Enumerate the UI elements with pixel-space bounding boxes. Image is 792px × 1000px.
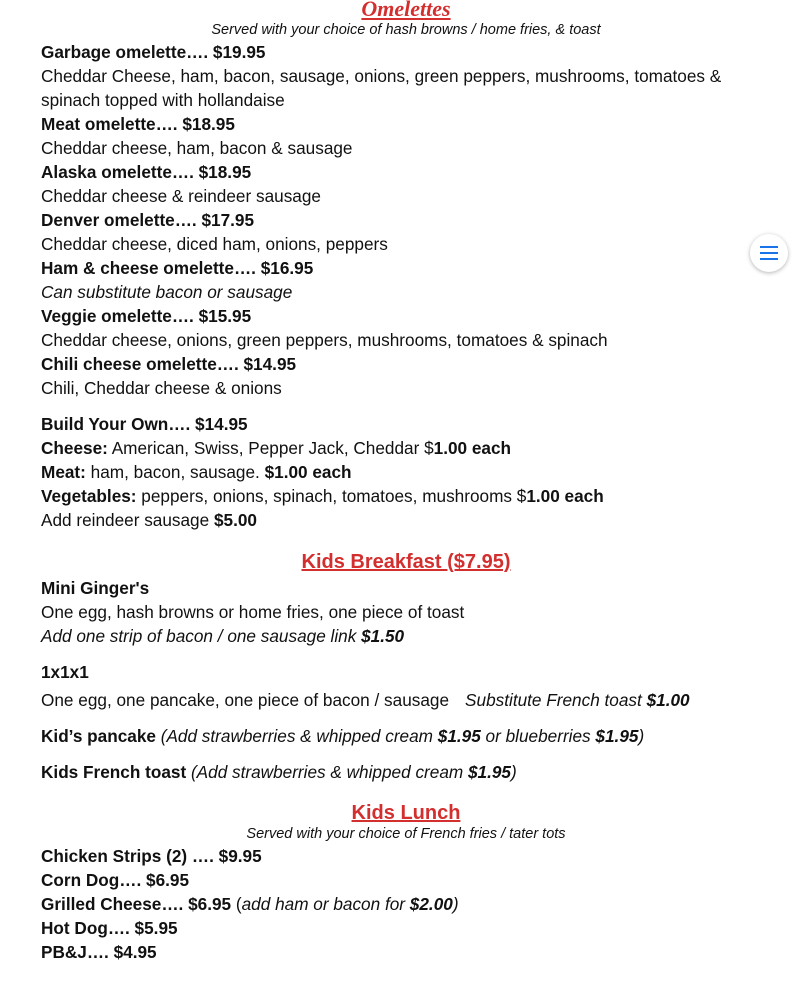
omelette-list [41,40,771,400]
omelette-item-name: Meat omelette…. $18.95 [41,114,235,134]
omelette-item-desc: Cheddar cheese, onions, green peppers, mushrooms, tomatoes & spinach [41,330,608,350]
grilled-paren-close: ) [452,894,459,914]
kids-ft-note: (Add strawberries & whipped cream [186,762,468,782]
lunch-item: Hot Dog…. $5.95 [41,918,178,938]
lunch-item: Grilled Cheese…. $6.95 [41,894,232,914]
mini-gingers-name: Mini Ginger's [41,578,150,598]
kids-ft-name: Kids French toast [41,762,187,782]
omelettes-heading: Omelettes [361,0,451,21]
veg-price: 1.00 each [526,486,604,506]
build-title: Build Your Own…. $14.95 [41,414,248,434]
kids-pancake [41,724,771,748]
omelette-item-desc: Cheddar cheese, diced ham, onions, peppers [41,234,388,254]
cheese-options: American, Swiss, Pepper Jack, Cheddar $ [107,438,434,458]
onexonexone-name: 1x1x1 [41,662,89,682]
omelette-item-desc: Cheddar cheese & reindeer sausage [41,186,321,206]
build-cheese [41,436,771,460]
veg-label: Vegetables: [41,486,137,506]
kids-lunch-subtitle: Served with your choice of French fries / tater tots [246,826,566,842]
kids-lunch-list [41,844,771,964]
build-reindeer [41,508,771,532]
lunch-item: PB&J…. $4.95 [41,942,157,962]
kids-ft-close: ) [511,762,517,782]
list-menu-button[interactable] [750,234,788,272]
build-your-own [41,412,771,532]
french-toast-sub-price: $1.00 [646,690,690,710]
mini-gingers-desc: One egg, hash browns or home fries, one piece of toast [41,602,465,622]
omelette-item-desc: Can substitute bacon or sausage [41,282,293,302]
omelette-item-desc: Cheddar Cheese, ham, bacon, sausage, onions, green peppers, mushrooms, tomatoes & spinach topped with hollandaise [41,66,722,110]
meat-options: ham, bacon, sausage. [85,462,265,482]
onexonexone-desc [41,688,771,712]
french-toast-sub: Substitute French toast [465,690,647,710]
cheese-label: Cheese: [41,438,108,458]
kids-french-toast [41,760,771,784]
cheese-price: 1.00 each [433,438,512,458]
omelette-item-name: Alaska omelette…. $18.95 [41,162,252,182]
omelette-item-name: Veggie omelette…. $15.95 [41,306,252,326]
omelette-item-name: Garbage omelette…. $19.95 [41,42,266,62]
kids-pancake-price-2: $1.95 [595,726,639,746]
kids-breakfast-heading: Kids Breakfast ($7.95) [301,551,511,573]
meat-price: $1.00 each [264,462,352,482]
meat-label: Meat: [41,462,86,482]
mini-addon-text: Add one strip of bacon / one sausage link [41,626,362,646]
omelette-item-desc: Chili, Cheddar cheese & onions [41,378,282,398]
lunch-item-grilled-cheese [41,892,771,916]
omelette-item-name: Denver omelette…. $17.95 [41,210,255,230]
grilled-price: $2.00 [409,894,453,914]
kids-ft-price: $1.95 [467,762,511,782]
menu-page [41,0,771,964]
kids-pancake-note: (Add strawberries & whipped cream [155,726,438,746]
onexonexone-text: One egg, one pancake, one piece of bacon / sausage [41,690,450,710]
grilled-paren-open: ( [231,894,242,914]
kids-pancake-mid: or blueberries [480,726,596,746]
kids-breakfast-list [41,576,771,784]
list-menu-icon [759,245,779,261]
mini-gingers-addon [41,624,771,648]
kids-lunch-heading: Kids Lunch [351,802,461,824]
grilled-note: add ham or bacon for [241,894,410,914]
build-vegetables [41,484,771,508]
lunch-item: Chicken Strips (2) …. $9.95 [41,846,262,866]
build-meat [41,460,771,484]
kids-pancake-name: Kid’s pancake [41,726,156,746]
reindeer-price: $5.00 [213,510,257,530]
reindeer-text: Add reindeer sausage [41,510,214,530]
mini-addon-price: $1.50 [361,626,405,646]
kids-pancake-close: ) [638,726,645,746]
omelette-item-desc: Cheddar cheese, ham, bacon & sausage [41,138,353,158]
veg-options: peppers, onions, spinach, tomatoes, mushrooms $ [136,486,527,506]
omelette-item-name: Chili cheese omelette…. $14.95 [41,354,297,374]
omelette-item-name: Ham & cheese omelette…. $16.95 [41,258,314,278]
omelettes-subtitle: Served with your choice of hash browns / home fries, & toast [211,22,601,38]
kids-pancake-price-1: $1.95 [437,726,481,746]
lunch-item: Corn Dog…. $6.95 [41,870,190,890]
